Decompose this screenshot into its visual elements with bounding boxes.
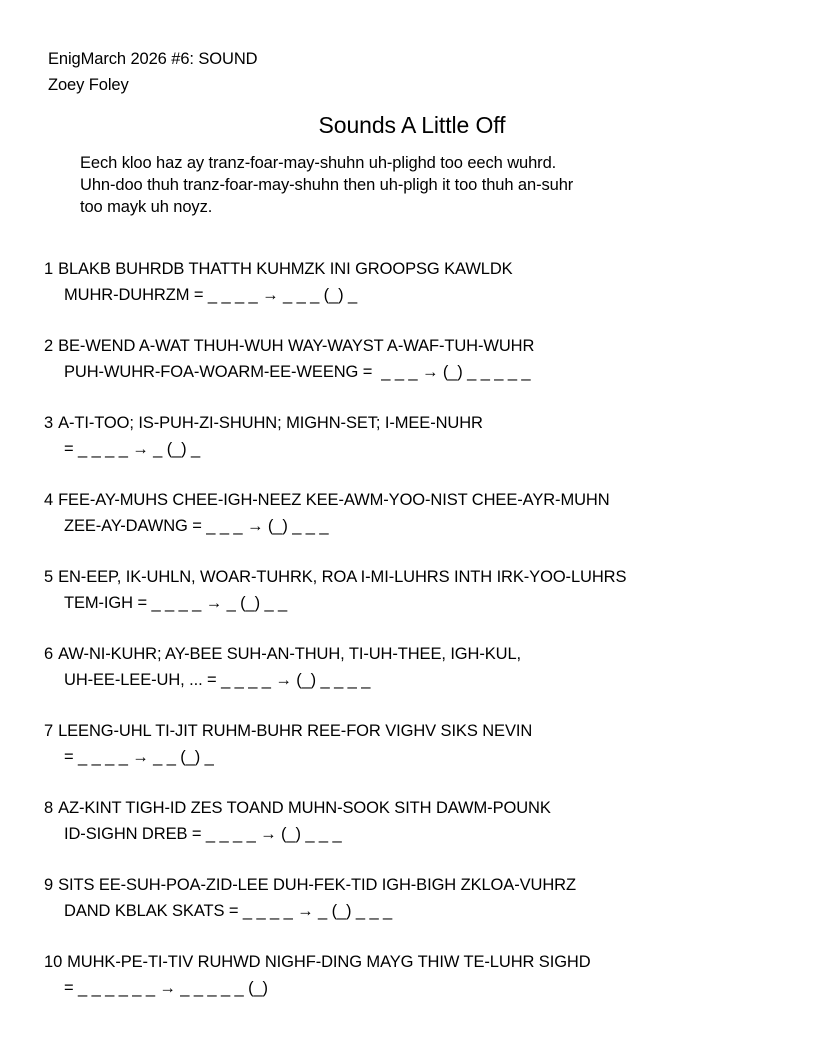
clue-answer-blanks: MUHR-DUHRZM = _ _ _ _ → _ _ _ (_) _ [64, 286, 358, 304]
clue-7 [44, 718, 780, 770]
clue-number: 1 [44, 260, 54, 278]
clue-answer-blanks: = _ _ _ _ → _ (_) _ [64, 440, 201, 458]
clue-answer-blanks: ID-SIGHN DREB = _ _ _ _ → (_) _ _ _ [64, 825, 342, 843]
clue-number: 8 [44, 799, 54, 817]
clue-1 [44, 256, 780, 308]
clue-text: SITS EE-SUH-POA-ZID-LEE DUH-FEK-TID IGH-BIGH ZKLOA-VUHRZ [58, 876, 576, 894]
instructions-line: too mayk uh noyz. [80, 198, 213, 216]
clue-answer-blanks: DAND KBLAK SKATS = _ _ _ _ → _ (_) _ _ _ [64, 902, 393, 920]
clue-text: BE-WEND A-WAT THUH-WUH WAY-WAYST A-WAF-TUH-WUHR [58, 337, 535, 355]
clue-answer-blanks: ZEE-AY-DAWNG = _ _ _ → (_) _ _ _ [64, 517, 329, 535]
instructions-paragraph [80, 152, 780, 218]
clue-number: 4 [44, 491, 54, 509]
author-name: Zoey Foley [48, 76, 129, 94]
clue-text: LEENG-UHL TI-JIT RUHM-BUHR REE-FOR VIGHV SIKS NEVIN [58, 722, 533, 740]
clue-answer-blanks: TEM-IGH = _ _ _ _ → _ (_) _ _ [64, 594, 288, 612]
clue-text: FEE-AY-MUHS CHEE-IGH-NEEZ KEE-AWM-YOO-NIST CHEE-AYR-MUHN [58, 491, 610, 509]
clue-answer-blanks: = _ _ _ _ _ _ → _ _ _ _ _ (_) [64, 979, 268, 997]
clue-text: A-TI-TOO; IS-PUH-ZI-SHUHN; MIGHN-SET; I-MEE-NUHR [58, 414, 483, 432]
clue-text: AZ-KINT TIGH-ID ZES TOAND MUHN-SOOK SITH DAWM-POUNK [58, 799, 551, 817]
clue-text: AW-NI-KUHR; AY-BEE SUH-AN-THUH, TI-UH-THEE, IGH-KUL, [58, 645, 522, 663]
clue-8 [44, 795, 780, 847]
instructions-line: Uhn-doo thuh tranz-foar-may-shuhn then uh-pligh it too thuh an-suhr [80, 176, 574, 194]
clue-answer-blanks: PUH-WUHR-FOA-WOARM-EE-WEENG = _ _ _ → (_) _ _ _ _ _ [64, 363, 531, 381]
clue-2 [44, 333, 780, 385]
clue-9 [44, 872, 780, 924]
clue-number: 7 [44, 722, 54, 740]
clue-number: 5 [44, 568, 54, 586]
clue-3 [44, 410, 780, 462]
clue-10 [44, 949, 780, 1001]
clue-number: 3 [44, 414, 54, 432]
clue-text: MUHK-PE-TI-TIV RUHWD NIGHF-DING MAYG THIW TE-LUHR SIGHD [67, 953, 591, 971]
clue-5 [44, 564, 780, 616]
clue-number: 10 [44, 953, 63, 971]
clue-text: BLAKB BUHRDB THATTH KUHMZK INI GROOPSG KAWLDK [58, 260, 513, 278]
clue-number: 2 [44, 337, 54, 355]
page-title: Sounds A Little Off [318, 112, 506, 138]
clue-list [44, 256, 780, 1001]
clue-6 [44, 641, 780, 693]
instructions-line: Eech kloo haz ay tranz-foar-may-shuhn uh-plighd too eech wuhrd. [80, 154, 557, 172]
clue-answer-blanks: UH-EE-LEE-UH, ... = _ _ _ _ → (_) _ _ _ _ [64, 671, 371, 689]
clue-number: 6 [44, 645, 54, 663]
clue-number: 9 [44, 876, 54, 894]
clue-4 [44, 487, 780, 539]
clue-text: EN-EEP, IK-UHLN, WOAR-TUHRK, ROA I-MI-LUHRS INTH IRK-YOO-LUHRS [58, 568, 627, 586]
clue-answer-blanks: = _ _ _ _ → _ _ (_) _ [64, 748, 214, 766]
event-title: EnigMarch 2026 #6: SOUND [48, 50, 258, 68]
document-header [48, 46, 780, 98]
